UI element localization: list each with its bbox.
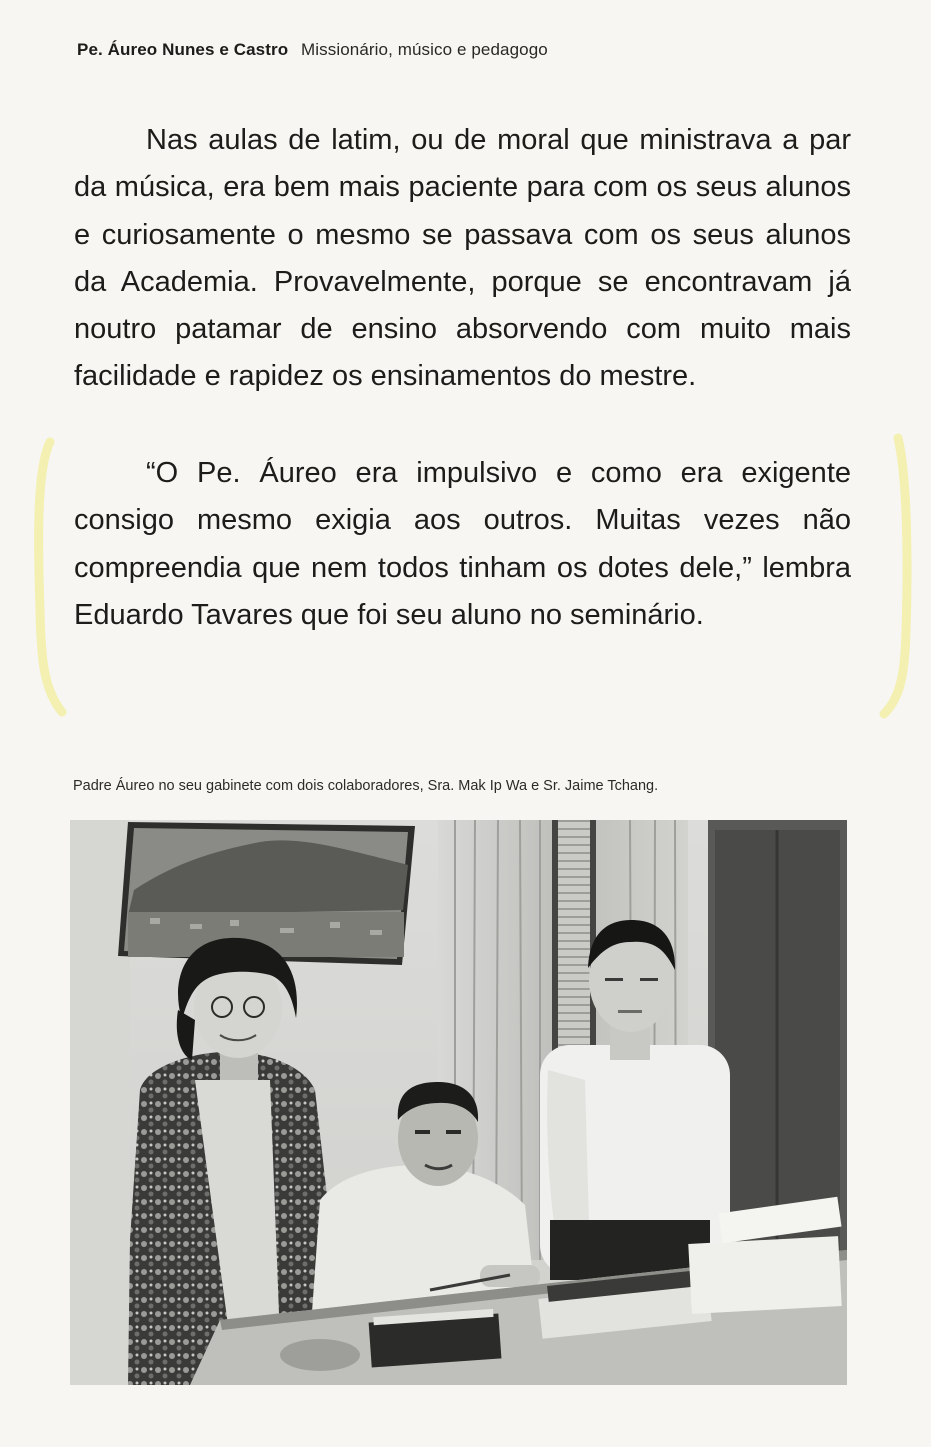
body-paragraph-2-quote (74, 450, 851, 639)
paragraph-text: “O Pe. Áureo era impulsivo e como era exigente consigo mesmo exigia aos outros. Muitas vezes não compreendia que nem todos tinham os dotes dele,” lembra Eduardo Tavares que foi seu aluno no seminário. (74, 457, 851, 631)
photo-caption: Padre Áureo no seu gabinete com dois colaboradores, Sra. Mak Ip Wa e Sr. Jaime Tchang. (73, 778, 659, 794)
highlighter-bracket-right (876, 430, 916, 720)
header-subtitle: Missionário, músico e pedagogo (301, 40, 548, 59)
highlighter-bracket-left (28, 430, 68, 720)
body-paragraph-1 (74, 117, 851, 401)
paragraph-text: Nas aulas de latim, ou de moral que ministrava a par da música, era bem mais paciente para com os seus alunos e curiosamente o mesmo se passava com os seus alunos da Academia. Provavelmente, porque se encontravam já noutro patamar de ensino absorvendo com muito mais facilidade e rapidez os ensinamentos do mestre. (74, 124, 851, 393)
office-photo (70, 820, 847, 1385)
office-photo-illustration (70, 820, 847, 1385)
wall-picture (118, 822, 415, 965)
header-author: Pe. Áureo Nunes e Castro (77, 40, 289, 59)
running-header (77, 40, 548, 60)
